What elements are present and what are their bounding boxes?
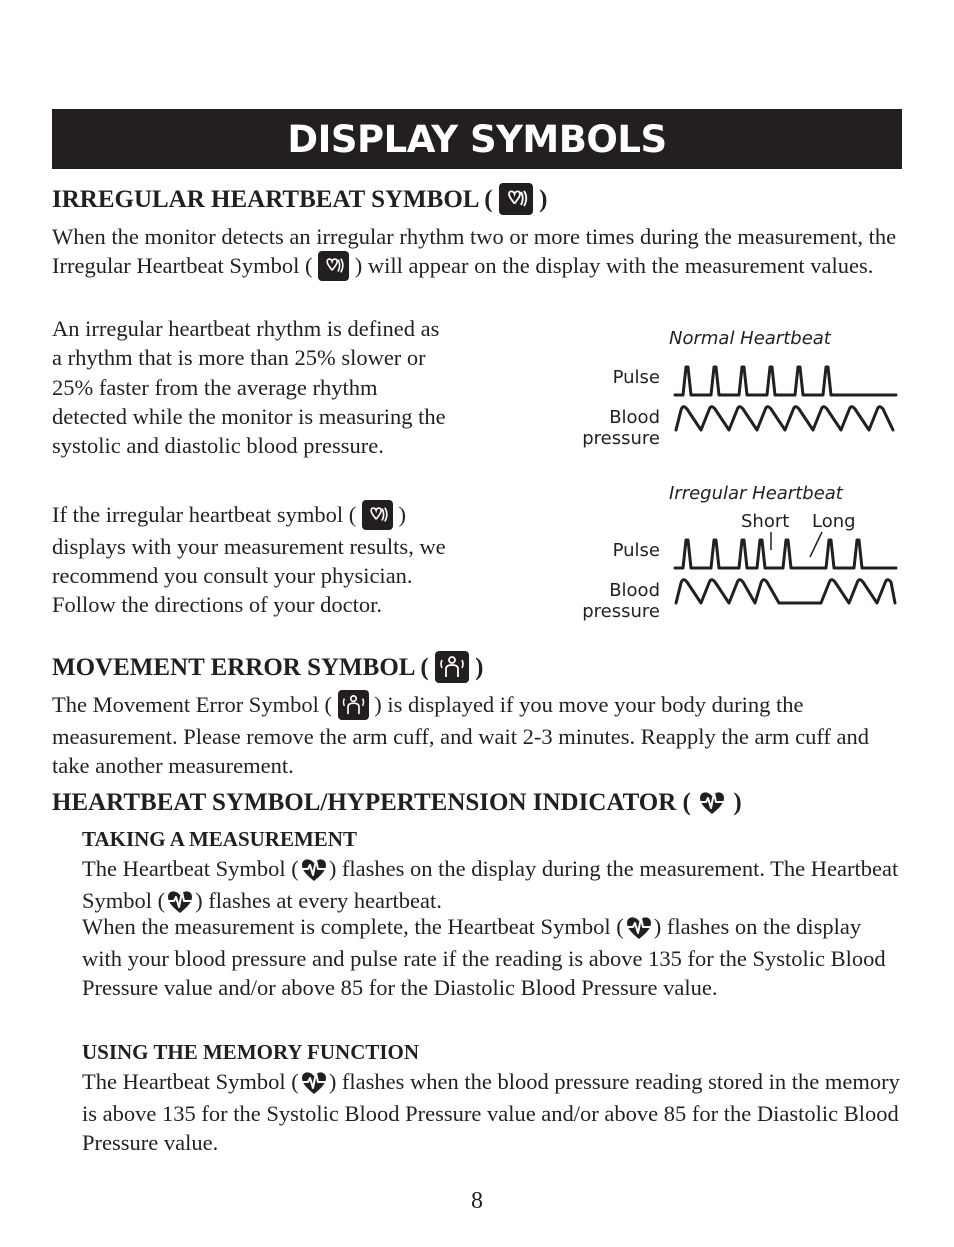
heading-text: IRREGULAR HEARTBEAT SYMBOL ( (52, 186, 499, 213)
short-label: Short (741, 511, 790, 532)
pressure-label: pressure (582, 601, 660, 622)
heading-text: ) (468, 654, 484, 681)
heartbeat-icon (299, 1067, 329, 1097)
blood-label: Blood (609, 580, 660, 601)
paragraph-text: ) flashes on the display with your blood pressure and pulse rate if the reading is above 135 for the Systolic Blood Pressure value and/or above 85 for the Diastolic Blood Pressure value. (82, 914, 886, 1001)
page-title: DISPLAY SYMBOLS (287, 117, 667, 161)
paragraph-text: ) will appear on the display with the measurement values. (349, 253, 874, 279)
long-indicator-line (810, 532, 822, 557)
irregular-heartbeat-icon (318, 251, 349, 281)
movement-paragraph (52, 690, 907, 780)
paragraph-text: When the monitor detects an irregular rhythm two or more times during the measurement, the Irregular Heartbeat Symbol ( (52, 224, 897, 279)
irregular-paragraph-1 (52, 222, 907, 283)
paragraph-text: The Heartbeat Symbol ( (82, 1069, 299, 1094)
page-number: 8 (471, 1188, 483, 1214)
movement-error-icon (435, 651, 469, 683)
pressure-label: pressure (582, 428, 660, 449)
heading-text: MOVEMENT ERROR SYMBOL ( (52, 654, 435, 681)
irregular-heartbeat-icon (499, 183, 533, 215)
heading-text: ) (727, 789, 742, 816)
paragraph-text: If the irregular heartbeat symbol ( (52, 502, 362, 527)
taking-measurement-subheading: TAKING A MEASUREMENT (82, 827, 357, 851)
paragraph-text: ) flashes on the display during the measurement. The Heartbeat Symbol ( (82, 856, 899, 913)
normal-heartbeat-caption: Normal Heartbeat (669, 328, 831, 349)
pulse-label: Pulse (612, 367, 660, 388)
title-bar (52, 109, 902, 169)
heading-text: ) (532, 186, 548, 213)
heartbeat-icon (697, 787, 727, 817)
normal-blood-pressure-wave (676, 407, 893, 430)
memory-function-subheading: USING THE MEMORY FUNCTION (82, 1040, 420, 1064)
long-label: Long (812, 511, 856, 532)
paragraph-text: ) displays with your measurement results, we recommend you consult your physician. Follow the directions of your doctor. (52, 502, 446, 618)
paragraph-text: When the measurement is complete, the Heartbeat Symbol ( (82, 914, 624, 939)
movement-error-heading (52, 653, 483, 685)
heartbeat-heading (52, 788, 742, 819)
paragraph-text: The Heartbeat Symbol ( (82, 856, 299, 881)
memory-function-paragraph (82, 1067, 902, 1157)
paragraph-text: ) flashes at every heartbeat. (195, 887, 442, 913)
paragraph-text: The Movement Error Symbol ( (52, 692, 338, 717)
irregular-blood-pressure-wave (676, 580, 895, 603)
taking-measurement-paragraph-1 (82, 854, 902, 918)
waveform-graphic (575, 320, 915, 640)
heartbeat-diagram (575, 320, 915, 640)
pulse-label: Pulse (612, 540, 660, 561)
paragraph-text: ) flashes when the blood pressure reading stored in the memory is above 135 for the Systolic Blood Pressure value and/or above 85 for the Diastolic Blood Pressure value. (82, 1069, 900, 1156)
irregular-heartbeat-heading (52, 185, 547, 217)
irregular-paragraph-2: An irregular heartbeat rhythm is defined as a rhythm that is more than 25% slower or 25% faster from the average rhythm detected while the monitor is measuring the systolic and diastolic blood pressure. (52, 316, 446, 459)
blood-label: Blood (609, 407, 660, 428)
paragraph-text: ) is displayed if you move your body during the measurement. Please remove the arm cuff, and wait 2-3 minutes. Reapply the arm cuff and take another measurement. (52, 692, 870, 779)
movement-error-icon (338, 690, 369, 720)
irregular-paragraph-3 (52, 500, 452, 620)
taking-measurement-paragraph-2 (82, 912, 902, 1002)
normal-pulse-wave (675, 367, 896, 395)
heartbeat-icon (299, 854, 329, 884)
heading-text: HEARTBEAT SYMBOL/HYPERTENSION INDICATOR ( (52, 789, 698, 816)
irregular-heartbeat-icon (362, 500, 393, 530)
heartbeat-icon (624, 912, 654, 942)
irregular-pulse-wave (675, 540, 896, 568)
irregular-heartbeat-caption: Irregular Heartbeat (669, 483, 843, 504)
